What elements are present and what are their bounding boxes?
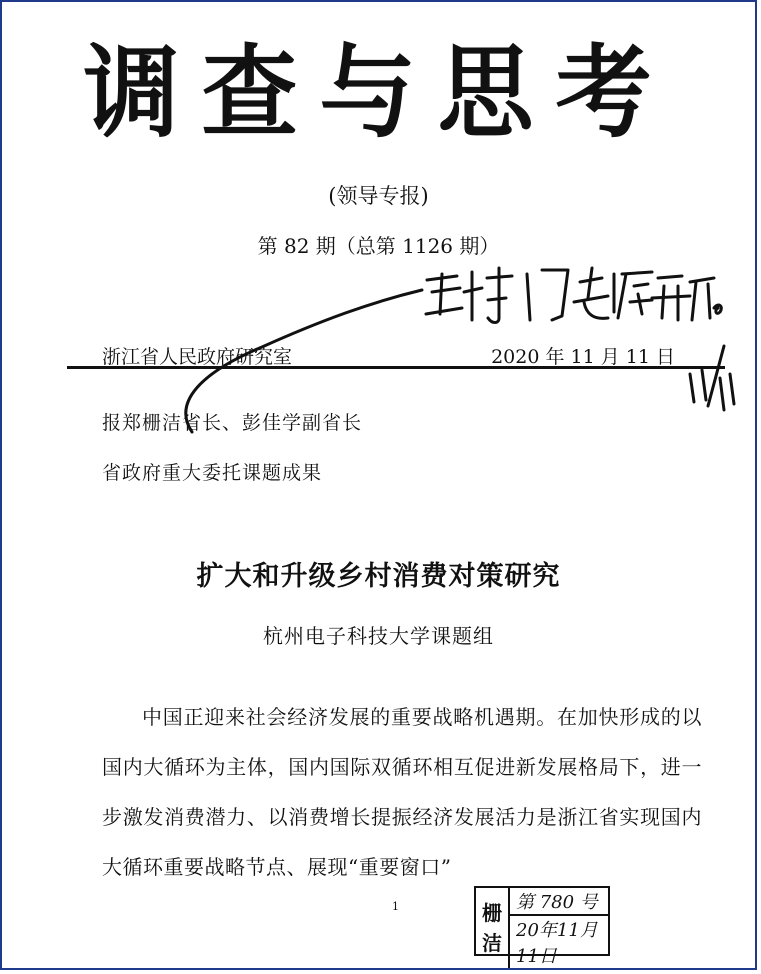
addressee-line: 报郑栅洁省长、彭佳学副省长: [102, 412, 363, 434]
author-line: 杭州电子科技大学课题组: [263, 624, 494, 648]
signature-char-3: [527, 270, 568, 320]
subtitle: (领导专报): [328, 184, 429, 208]
issuer: 浙江省人民政府研究室: [102, 346, 293, 368]
stamp-number: 第 780 号: [510, 888, 608, 916]
signature-char-6: [652, 276, 690, 320]
stamp-date: 20年11月11日: [516, 920, 598, 967]
receipt-stamp: [474, 886, 610, 967]
stamp-label-bottom: 洁: [482, 931, 502, 955]
signature-char-1: [426, 274, 462, 314]
stamp-label: [476, 888, 510, 968]
issuer-row: [102, 342, 675, 368]
issue-date: 2020 年 11 月 11 日: [491, 346, 675, 368]
signature-char-5: [618, 272, 652, 318]
handwritten-date: [690, 346, 734, 410]
signature-char-7: [690, 278, 721, 320]
signature-char-4: [574, 268, 614, 318]
commission-line: 省政府重大委托课题成果: [102, 462, 323, 484]
body-paragraph: 中国正迎来社会经济发展的重要战略机遇期。在加快形成的以国内大循环为主体，国内国际双循环相互促进新发展格局下，进一步激发消费潜力、以消费增长提振经济发展活力是浙江省实现国内大循环重要战略节点、展现“重要窗口”: [102, 705, 702, 879]
page-number: 1: [392, 900, 399, 913]
stamp-label-top: 栅: [482, 901, 502, 925]
masthead-title: 调查与思考: [83, 34, 674, 152]
header-rule: [67, 366, 725, 369]
article-title: 扩大和升级乡村消费对策研究: [196, 561, 561, 592]
signature-char-2: [464, 268, 512, 323]
issue-number: 第 82 期（总第 1126 期）: [257, 234, 500, 258]
